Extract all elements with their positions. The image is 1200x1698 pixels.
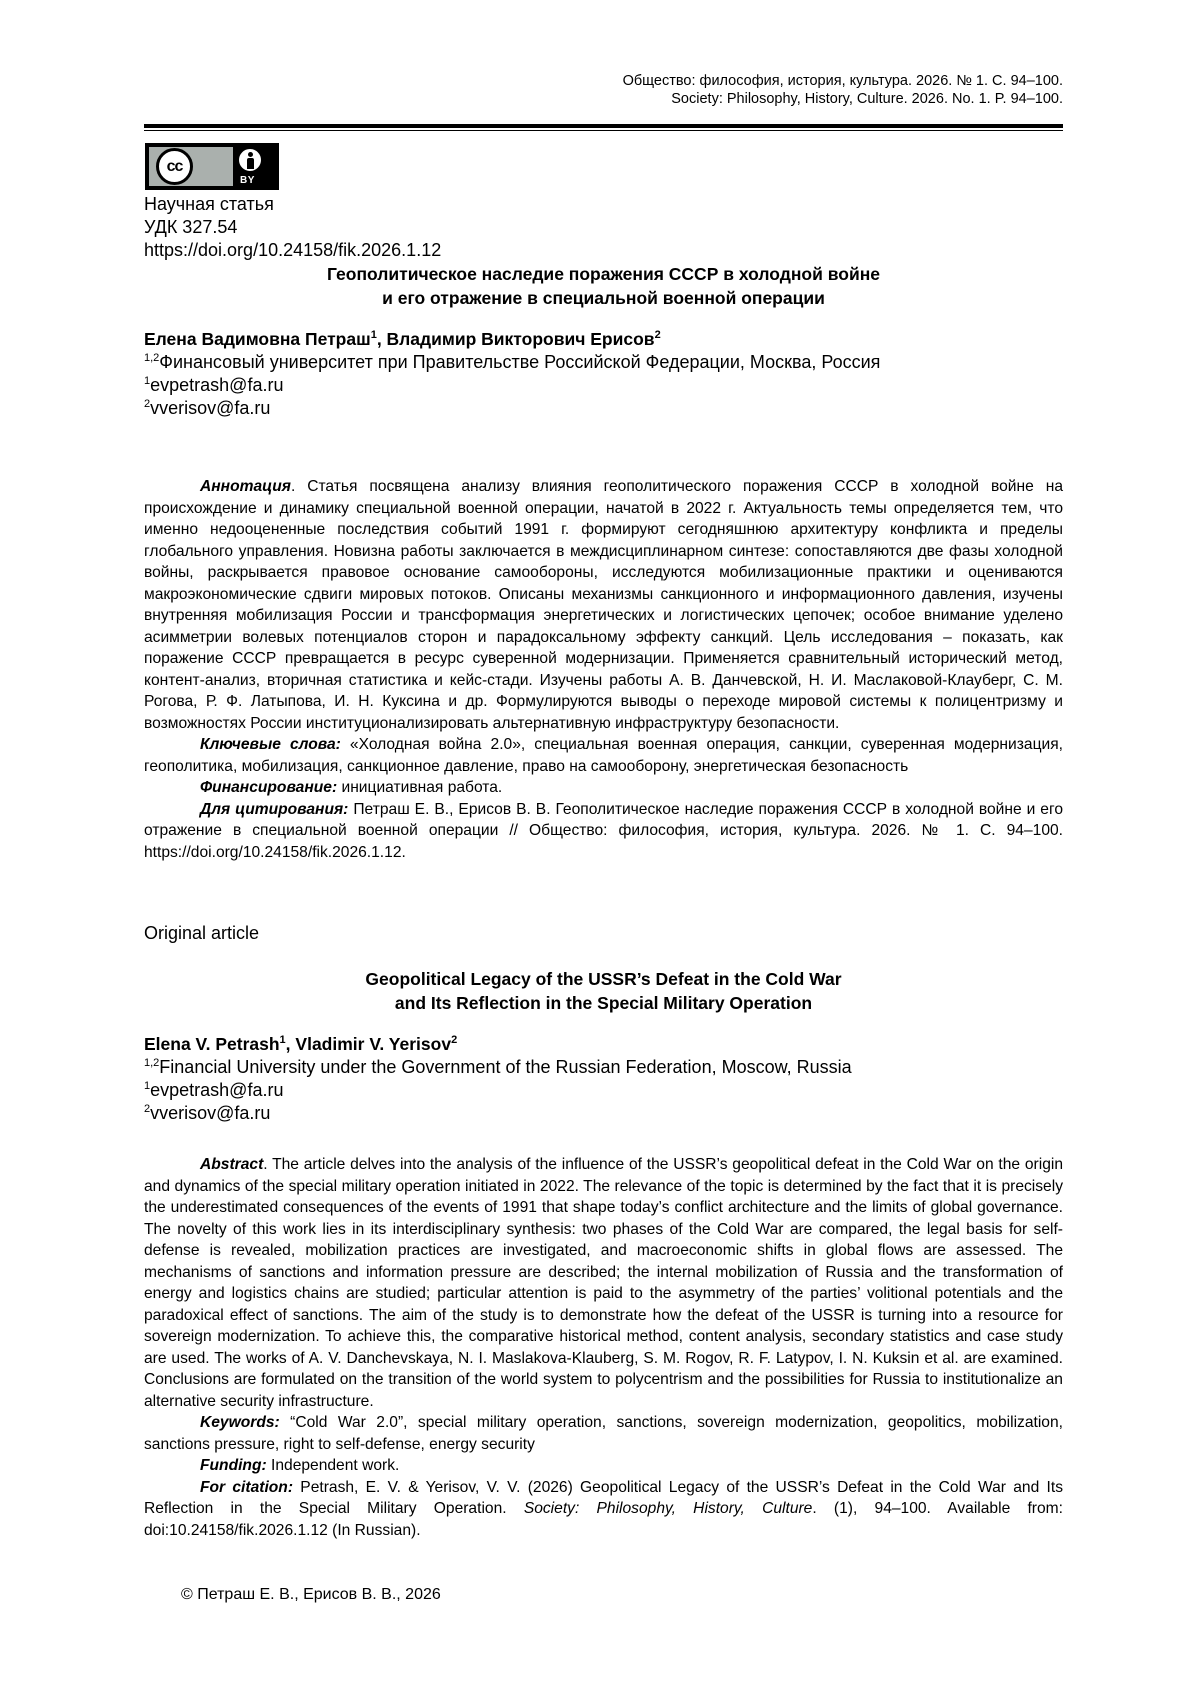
by-label: BY bbox=[240, 175, 255, 186]
abstract-block-en bbox=[144, 1154, 1063, 1541]
article-meta-ru bbox=[144, 193, 441, 262]
abstract-en: Abstract. The article delves into the analysis of the influence of the USSR’s geopolitical defeat in the Cold War on the origin and dynamics of the special military operation initiated in 2022. The relevance of the topic is determined by the fact that it is precisely the underestimated consequences of the events of 1991 that shape today’s conflict architecture and the limits of global governance. The novelty of this work lies in its interdisciplinary synthesis: two phases of the Cold War are compared, the legal basis for self-defense is revealed, mobilization practices are investigated, and macroeconomic shifts in global flows are assessed. The mechanisms of sanctions and information pressure are described; the internal mobilization of Russia and the transformation of energy and logistics chains are studied; particular attention is paid to the asymmetry of the parties’ volitional potentials and the paradoxical effect of sanctions. The aim of the study is to demonstrate how the defeat of the USSR is turning into a resource for sovereign modernization. To achieve this, the comparative historical method, content analysis, secondary statistics and case study are used. The works of A. V. Danchevskaya, N. I. Maslakova-Klauberg, S. M. Rogov, R. F. Latypov, I. N. Kuksin et al. are examined. Conclusions are formulated on the transition of the world system to polycentrism and the possibilities for Russia to institutionalize an alternative security infrastructure. bbox=[144, 1156, 1063, 1410]
email-1-en[interactable]: $^1$evpetrash@fa.ru bbox=[144, 1080, 284, 1100]
email-2-ru[interactable]: $^2$vverisov@fa.ru bbox=[144, 398, 271, 418]
journal-header-ru: Общество: философия, история, культура. 2026. № 1. С. 94–100. bbox=[622, 73, 1063, 89]
keywords-ru: Ключевые слова: «Холодная война 2.0», специальная военная операция, санкции, суверенная модернизация, геополитика, мобилизация, санкционное давление, право на самооборону, энергетическая безопасность bbox=[144, 736, 1063, 775]
author-1-en: Elena V. Petrash bbox=[144, 1034, 280, 1054]
authors-ru: Елена Вадимовна Петраш$^1$, Владимир Викторович Ерисов$^2$ bbox=[144, 329, 661, 349]
affiliation-block-en bbox=[144, 1056, 852, 1125]
header-rule bbox=[144, 124, 1063, 130]
authors-en: Elena V. Petrash$^1$, Vladimir V. Yerisov$^2$ bbox=[144, 1034, 458, 1054]
email-1-ru[interactable]: $^1$evpetrash@fa.ru bbox=[144, 375, 284, 395]
journal-header-en: Society: Philosophy, History, Culture. 2026. No. 1. P. 94–100. bbox=[671, 91, 1063, 107]
article-type-ru: Научная статья bbox=[144, 194, 274, 214]
keywords-en: Keywords: “Cold War 2.0”, special military operation, sanctions, sovereign modernization, geopolitics, mobilization, sanctions pressure, right to self-defense, energy security bbox=[144, 1414, 1063, 1453]
funding-en: Funding: Independent work. bbox=[200, 1457, 400, 1474]
journal-header bbox=[183, 72, 1063, 108]
copyright-notice: © Петраш Е. В., Ерисов В. В., 2026 bbox=[181, 1586, 441, 1603]
email-2-en[interactable]: $^2$vverisov@fa.ru bbox=[144, 1103, 271, 1123]
article-title-ru: Геополитическое наследие поражения СССР в холодной войне и его отражение в специальной военной операции bbox=[326, 264, 881, 308]
affiliation-block-ru bbox=[144, 351, 880, 420]
doi-link[interactable]: https://doi.org/10.24158/fik.2026.1.12 bbox=[144, 240, 442, 260]
article-title-en: Geopolitical Legacy of the USSR’s Defeat in the Cold War and Its Reflection in the Special Military Operation bbox=[365, 969, 842, 1013]
citation-ru: Для цитирования: Петраш Е. В., Ерисов В. В. Геополитическое наследие поражения СССР в холодной войне и его отражение в специальной военной операции // Общество: философия, история, культура. 2026. № 1. С. 94–100. https://doi.org/10.24158/fik.2026.1.12. bbox=[144, 800, 1064, 861]
cc-icon: cc bbox=[156, 148, 193, 185]
author-1-ru: Елена Вадимовна Петраш bbox=[144, 329, 371, 349]
author-2-en: Vladimir V. Yerisov bbox=[295, 1034, 452, 1054]
cc-by-license-icon bbox=[145, 143, 279, 190]
article-type-en: Original article bbox=[144, 923, 260, 943]
abstract-ru: Аннотация. Статья посвящена анализу влияния геополитического поражения СССР в холодной войне на происхождение и динамику специальной военной операции, начатой в 2022 г. Актуальность темы определяется тем, что именно недооцененные последствия событий 1991 г. формируют сегодняшнюю архитектуру конфликта и пределы глобального управления. Новизна работы заключается в междисциплинарном синтезе: сопоставляются две фазы холодной войны, раскрывается правовое основание самообороны, исследуются мобилизационные практики и оцениваются макроэкономические сдвиги мировых потоков. Описаны механизмы санкционного и информационного давления, изучены внутренняя мобилизация России и трансформация энергетических и логистических цепочек; особое внимание уделено асимметрии волевых потенциалов сторон и парадоксальному эффекту санкций. Цель исследования – показать, как поражение СССР превращается в ресурс суверенной модернизации. Применяется сравнительный исторический метод, контент-анализ, вторичная статистика и кейс-стади. Изучены работы А. В. Данчевской, Н. И. Маслаковой-Клауберг, С. М. Рогова, Р. Ф. Латыпова, И. Н. Куксина и др. Формулируются выводы о переходе мировой системы к полицентризму и возможностях России институционализировать альтернативную инфраструктуру безопасности. bbox=[144, 478, 1063, 732]
udc-code: УДК 327.54 bbox=[144, 217, 238, 237]
funding-ru: Финансирование: инициативная работа. bbox=[200, 779, 503, 796]
author-2-ru: Владимир Викторович Ерисов bbox=[386, 329, 655, 349]
affiliation-en: $^{1,2}$Financial University under the Government of the Russian Federation, Moscow, Russia bbox=[144, 1057, 852, 1077]
citation-en: For citation: Petrash, E. V. & Yerisov, V. V. (2026) Geopolitical Legacy of the USSR’s Defeat in the Cold War and Its Reflection in the Special Military Operation. Society: Philosophy, History, Culture. (1), 94–100. Available from: doi:10.24158/fik.2026.1.12 (In Russian). bbox=[144, 1478, 1064, 1539]
abstract-block-ru bbox=[144, 476, 1063, 863]
affiliation-ru: $^{1,2}$Финансовый университет при Правительстве Российской Федерации, Москва, Россия bbox=[144, 352, 881, 372]
attribution-icon bbox=[237, 147, 263, 173]
